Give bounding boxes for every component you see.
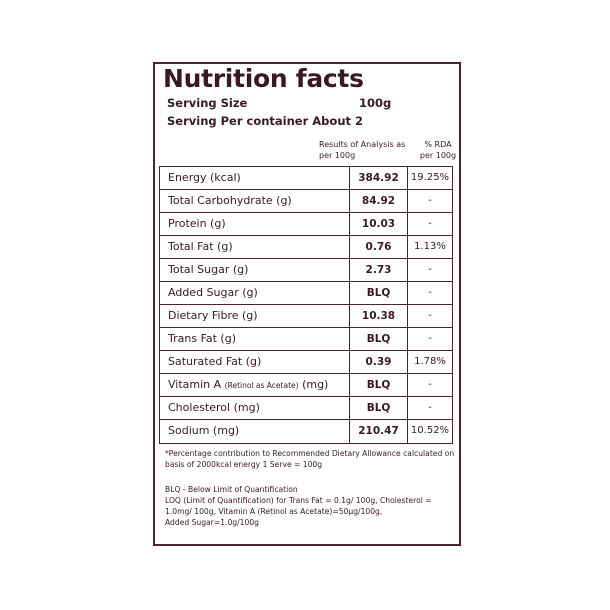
nutrient-name (160, 397, 350, 419)
nutrient-name-text: Total Carbohydrate (g) (168, 194, 292, 207)
added-sugar-loq: Added Sugar=1.0g/100g (165, 518, 259, 527)
nutrient-row (160, 420, 452, 443)
nutrient-name (160, 167, 350, 189)
nutrient-value: 384.92 (350, 167, 408, 189)
nutrient-name-text: Added Sugar (g) (168, 286, 258, 299)
nutrition-facts-label (153, 62, 461, 546)
nutrient-row (160, 282, 452, 305)
nutrient-rda: 10.52% (410, 425, 450, 436)
nutrient-value: BLQ (350, 282, 408, 304)
loq-footnote (165, 484, 455, 528)
nutrient-rda: - (428, 195, 432, 206)
nutrient-value: BLQ (350, 374, 408, 396)
nutrient-name (160, 236, 350, 258)
nutrient-value: 10.03 (350, 213, 408, 235)
nutrient-row (160, 167, 452, 190)
nutrient-name-text: Vitamin A (168, 378, 222, 391)
nutrient-name-text: Total Fat (g) (168, 240, 233, 253)
nutrient-row (160, 328, 452, 351)
nutrient-unit: (mg) (302, 378, 329, 391)
nutrient-rda: - (428, 333, 432, 344)
nutrient-rda: 1.78% (414, 356, 446, 367)
nutrient-rda: - (428, 402, 432, 413)
nutrient-name (160, 305, 350, 327)
nutrient-row (160, 259, 452, 282)
nutrient-name-text: Dietary Fibre (g) (168, 309, 258, 322)
serving-size-label: Serving Size (167, 96, 248, 110)
nutrient-row (160, 213, 452, 236)
nutrient-row (160, 351, 452, 374)
rda-column-header: % RDA per 100g (419, 140, 457, 160)
servings-per-container: Serving Per container About 2 (167, 114, 364, 128)
nutrient-rda: - (428, 287, 432, 298)
nutrient-name-text: Sodium (mg) (168, 424, 240, 437)
nutrient-value: 2.73 (350, 259, 408, 281)
nutrient-value: 84.92 (350, 190, 408, 212)
nutrient-value: BLQ (350, 397, 408, 419)
nutrient-value: 210.47 (350, 420, 408, 443)
serving-size-value: 100g (359, 96, 392, 110)
nutrient-name-text: Total Sugar (g) (168, 263, 249, 276)
nutrient-name (160, 282, 350, 304)
nutrient-name-text: Energy (kcal) (168, 171, 241, 184)
nutrient-name-text: Cholesterol (mg) (168, 401, 260, 414)
nutrient-rda: 19.25% (410, 172, 450, 183)
nutrient-value: 0.76 (350, 236, 408, 258)
nutrient-name (160, 259, 350, 281)
nutrient-name (160, 351, 350, 373)
nutrient-rda: 1.13% (414, 241, 446, 252)
nutrient-name-text: Protein (g) (168, 217, 226, 230)
nutrient-name (160, 374, 350, 396)
nutrient-rda: - (428, 379, 432, 390)
blq-definition: BLQ - Below Limit of Quantification (165, 485, 298, 494)
nutrient-name (160, 213, 350, 235)
nutrient-table (159, 166, 453, 444)
nutrient-row (160, 190, 452, 213)
nutrient-value: 0.39 (350, 351, 408, 373)
nutrient-name (160, 420, 350, 443)
nutrient-rda: - (428, 264, 432, 275)
nutrient-rda: - (428, 218, 432, 229)
rda-footnote: *Percentage contribution to Recommended Dietary Allowance calculated on basis of 2000kcal energy 1 Serve = 100g (165, 449, 455, 469)
loq-details: LOQ (Limit of Quantification) for Trans Fat = 0.1g/ 100g, Cholesterol = 1.0mg/ 100g, Vitamin A (Retinol as Acetate)=50µg/100g, (165, 496, 432, 516)
analysis-column-header: Results of Analysis as per 100g (319, 140, 406, 160)
nutrient-name (160, 190, 350, 212)
nutrient-rda: - (428, 310, 432, 321)
nutrient-name-qualifier: (Retinol as Acetate) (224, 381, 299, 390)
nutrient-row (160, 374, 452, 397)
nutrient-name-text: Trans Fat (g) (168, 332, 236, 345)
nutrient-name-text: Saturated Fat (g) (168, 355, 262, 368)
nutrient-row (160, 397, 452, 420)
nutrient-value: BLQ (350, 328, 408, 350)
nutrient-value: 10.38 (350, 305, 408, 327)
nutrient-name (160, 328, 350, 350)
nutrient-row (160, 236, 452, 259)
label-title: Nutrition facts (163, 64, 364, 93)
nutrient-row (160, 305, 452, 328)
